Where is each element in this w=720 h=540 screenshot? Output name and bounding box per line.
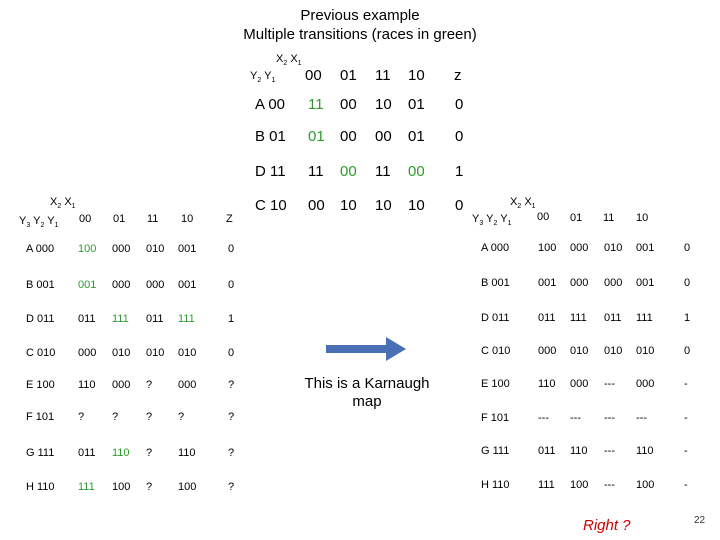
left-table-cell: 110 [78, 379, 96, 391]
left-row-z: 1 [228, 313, 235, 325]
right-table-cell: 000 [636, 378, 655, 390]
right-table-cell: 000 [604, 277, 623, 289]
top-table-cell: 01 [408, 128, 425, 145]
right-table-cell: 110 [636, 445, 654, 457]
left-row-label: F 101 [26, 411, 55, 423]
right-row-label: B 001 [481, 277, 510, 289]
right-table-cell: 000 [570, 378, 589, 390]
right-table-cell: 000 [570, 277, 589, 289]
right-table-cell: 100 [538, 242, 557, 254]
left-row-z: 0 [228, 347, 235, 359]
left-row-label: B 001 [26, 279, 55, 291]
left-table-cell: 011 [146, 313, 164, 325]
left-table-cell: 000 [112, 379, 131, 391]
left-row-label: A 000 [26, 243, 55, 255]
right-table-cell: 000 [570, 242, 589, 254]
right-row-label: H 110 [481, 479, 510, 491]
right-row-label: E 100 [481, 378, 510, 390]
left-table-cell: ? [112, 411, 119, 423]
left-col-11: 11 [147, 213, 159, 225]
right-table-cell: 011 [604, 312, 622, 324]
left-table-cell: 110 [112, 447, 130, 459]
right-header-x: $X_2$ $X_1$ [510, 196, 536, 210]
top-table-cell: 10 [408, 197, 425, 214]
right-table-cell: 011 [538, 445, 556, 457]
title-line-1: Previous example [300, 7, 420, 24]
left-table-cell: ? [146, 379, 153, 391]
right-table-cell: 110 [538, 378, 556, 390]
left-table-cell: ? [178, 411, 185, 423]
right-table-cell: --- [538, 412, 549, 424]
right-table-cell: 010 [570, 345, 589, 357]
left-row-label: G 111 [26, 447, 55, 459]
left-table-cell: 010 [146, 243, 165, 255]
right-question: Right ? [583, 517, 631, 534]
right-table-cell: --- [604, 378, 615, 390]
left-table-cell: 100 [178, 481, 197, 493]
right-row-z: 0 [684, 345, 691, 357]
karnaugh-note: This is a Karnaugh map [304, 375, 430, 410]
right-header-y: $Y_3$ $Y_2$ $Y_1$ [472, 213, 512, 227]
top-table-cell: 11 [375, 163, 391, 180]
right-table-cell: 100 [636, 479, 655, 491]
top-table-cell: 00 [375, 128, 392, 145]
right-table-cell: 100 [570, 479, 589, 491]
top-table-cell: 10 [375, 96, 392, 113]
right-row-label: G 111 [481, 445, 510, 457]
left-row-z: ? [228, 379, 235, 391]
left-table-cell: 010 [112, 347, 131, 359]
top-row-label: B 01 [255, 128, 286, 145]
right-row-z: 1 [684, 312, 691, 324]
top-col-01: 01 [340, 67, 357, 84]
right-col-11: 11 [603, 212, 615, 224]
left-col-10: 10 [181, 213, 194, 225]
top-row-label: D 11 [255, 163, 286, 180]
top-header-y: $Y_2$ $Y_1$ [250, 70, 276, 84]
right-row-label: F 101 [481, 412, 510, 424]
right-table-cell: 010 [604, 345, 623, 357]
top-col-z: z [454, 67, 462, 84]
left-col-01: 01 [113, 213, 126, 225]
right-row-z: 0 [684, 242, 691, 254]
left-table-cell: 001 [178, 243, 197, 255]
right-row-z: - [684, 378, 688, 390]
right-table-cell: 010 [604, 242, 623, 254]
top-col-00: 00 [305, 67, 322, 84]
right-table-cell: --- [570, 412, 581, 424]
left-header-y: $Y_3$ $Y_2$ $Y_1$ [19, 215, 59, 229]
right-table-cell: --- [604, 445, 615, 457]
left-table-cell: 001 [178, 279, 197, 291]
left-col-00: 00 [79, 213, 92, 225]
right-col-10: 10 [636, 212, 649, 224]
left-table-cell: 100 [78, 243, 97, 255]
left-row-z: ? [228, 481, 235, 493]
left-table-cell: 011 [78, 313, 96, 325]
right-table-cell: 001 [636, 277, 655, 289]
left-table-cell: 000 [78, 347, 97, 359]
left-table-cell: ? [78, 411, 85, 423]
right-table-cell: 010 [636, 345, 655, 357]
top-row-label: C 10 [255, 197, 287, 214]
top-table-cell: 01 [308, 128, 325, 145]
right-table-cell: 011 [538, 312, 556, 324]
top-table-cell: 11 [308, 163, 324, 180]
left-table-cell: 111 [178, 313, 195, 325]
right-table-cell: --- [636, 412, 647, 424]
right-row-z: - [684, 412, 688, 424]
right-table-cell: 000 [538, 345, 557, 357]
right-table-cell: 111 [538, 479, 555, 491]
left-row-z: ? [228, 447, 235, 459]
top-table-cell: 00 [308, 197, 325, 214]
right-row-label: A 000 [481, 242, 510, 254]
left-header-x: $X_2$ $X_1$ [50, 196, 76, 210]
top-table-cell: 00 [340, 128, 357, 145]
top-col-11: 11 [375, 67, 391, 84]
right-table-cell: 111 [636, 312, 653, 324]
right-col-01: 01 [570, 212, 583, 224]
right-row-z: - [684, 479, 688, 491]
top-row-label: A 00 [255, 96, 286, 113]
top-table-cell: 10 [375, 197, 392, 214]
top-table-cell: 00 [340, 163, 357, 180]
right-row-z: - [684, 445, 688, 457]
top-header-x: $X_2$ $X_1$ [276, 53, 302, 67]
top-row-z: 0 [455, 96, 464, 113]
left-table-cell: 100 [112, 481, 131, 493]
right-table-cell: 110 [570, 445, 588, 457]
left-table-cell: 000 [112, 243, 131, 255]
top-row-z: 1 [455, 163, 464, 180]
right-table-cell: --- [604, 479, 615, 491]
left-table-cell: ? [146, 447, 153, 459]
top-row-z: 0 [455, 128, 464, 145]
left-row-label: E 100 [26, 379, 55, 391]
right-col-00: 00 [537, 211, 550, 223]
right-row-z: 0 [684, 277, 691, 289]
left-table-cell: 000 [178, 379, 197, 391]
left-row-z: 0 [228, 279, 235, 291]
right-table-cell: 001 [538, 277, 557, 289]
left-table-cell: 000 [146, 279, 165, 291]
left-row-label: H 110 [26, 481, 55, 493]
top-table-cell: 11 [308, 96, 324, 113]
top-col-10: 10 [408, 67, 425, 84]
left-table-cell: 011 [78, 447, 96, 459]
left-table-cell: 000 [112, 279, 131, 291]
left-row-label: D 011 [26, 313, 55, 325]
left-table-cell: ? [146, 411, 153, 423]
left-row-z: ? [228, 411, 235, 423]
right-table-cell: --- [604, 412, 615, 424]
right-table-cell: 111 [570, 312, 587, 324]
left-table-cell: 010 [146, 347, 165, 359]
title-line-2: Multiple transitions (races in green) [243, 26, 477, 43]
top-table-cell: 10 [340, 197, 357, 214]
left-table-cell: 110 [178, 447, 196, 459]
left-table-cell: ? [146, 481, 153, 493]
left-col-z: Z [226, 213, 233, 225]
left-table-cell: 111 [112, 313, 129, 325]
top-table-cell: 00 [340, 96, 357, 113]
left-table-cell: 010 [178, 347, 197, 359]
left-table-cell: 111 [78, 481, 95, 493]
page-number: 22 [694, 515, 706, 526]
left-row-label: C 010 [26, 347, 56, 359]
right-row-label: C 010 [481, 345, 511, 357]
top-row-z: 0 [455, 197, 464, 214]
left-row-z: 0 [228, 243, 235, 255]
right-table-cell: 001 [636, 242, 655, 254]
top-table-cell: 00 [408, 163, 425, 180]
right-row-label: D 011 [481, 312, 510, 324]
top-table-cell: 01 [408, 96, 425, 113]
left-table-cell: 001 [78, 279, 97, 291]
right-arrow-icon [326, 337, 406, 361]
